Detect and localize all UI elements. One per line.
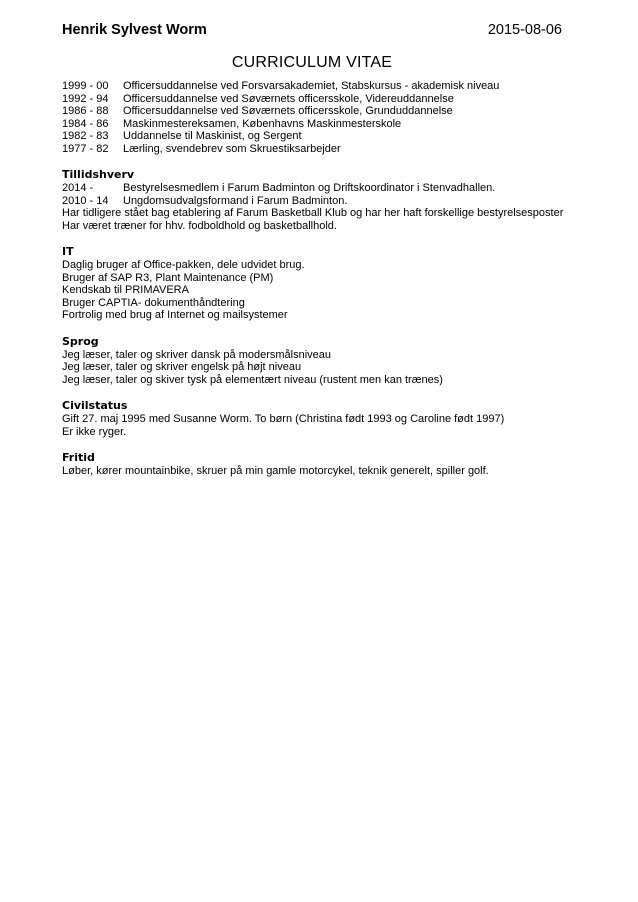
tillidshverv-line: Har tidligere stået bag etablering af Farum Basketball Klub og har her haft forskellige bestyrelsesposter bbox=[62, 207, 564, 219]
tillidshverv-row bbox=[62, 182, 562, 195]
education-row bbox=[62, 105, 562, 118]
tillidshverv-row bbox=[62, 195, 562, 208]
tillidshverv-years: 2010 - 14 bbox=[62, 194, 109, 207]
sprog-line: Jeg læser, taler og skiver tysk på elementært niveau (rustent men kan trænes) bbox=[62, 373, 443, 386]
sprog-line: Jeg læser, taler og skriver engelsk på højt niveau bbox=[62, 361, 302, 373]
education-row bbox=[62, 93, 562, 106]
education-text: Officersuddannelse ved Søværnets officersskole, Videreuddannelse bbox=[123, 92, 454, 105]
fritid-line: Løber, kører mountainbike, skruer på min gamle motorcykel, teknik generelt, spiller golf. bbox=[62, 465, 489, 477]
education-years: 1982 - 83 bbox=[62, 130, 109, 142]
tillidshverv-text: Bestyrelsesmedlem i Farum Badminton og Driftskoordinator i Stenvadhallen. bbox=[123, 182, 496, 194]
section-heading: Fritid bbox=[62, 451, 95, 464]
education-text: Uddannelse til Maskinist, og Sergent bbox=[123, 130, 302, 142]
it-line: Bruger af SAP R3, Plant Maintenance (PM) bbox=[62, 271, 274, 284]
section-heading: IT bbox=[62, 245, 74, 258]
education-years: 1977 - 82 bbox=[62, 142, 109, 155]
section-tillidshverv bbox=[62, 168, 562, 232]
education-row bbox=[62, 80, 562, 93]
section-civilstatus bbox=[62, 399, 562, 438]
section-heading: Civilstatus bbox=[62, 399, 128, 412]
section-fritid bbox=[62, 451, 562, 478]
education-row bbox=[62, 130, 562, 143]
tillidshverv-years: 2014 - bbox=[62, 182, 94, 194]
it-line: Kendskab til PRIMAVERA bbox=[62, 284, 189, 296]
person-name: Henrik Sylvest Worm bbox=[62, 22, 207, 38]
education-row bbox=[62, 118, 562, 131]
civilstatus-line: Gift 27. maj 1995 med Susanne Worm. To børn (Christina født 1993 og Caroline født 1997) bbox=[62, 413, 505, 425]
tillidshverv-line: Har været træner for hhv. fodboldhold og basketballhold. bbox=[62, 219, 337, 232]
section-it bbox=[62, 245, 562, 322]
it-line: Bruger CAPTIA- dokumenthåndtering bbox=[62, 296, 245, 309]
education-text: Lærling, svendebrev som Skruestiksarbejder bbox=[123, 142, 341, 155]
it-line: Fortrolig med brug af Internet og mailsystemer bbox=[62, 309, 288, 321]
document-title: CURRICULUM VITAE bbox=[231, 54, 393, 71]
education-years: 1984 - 86 bbox=[62, 117, 109, 130]
education-row bbox=[62, 143, 562, 156]
education-text: Maskinmestereksamen, Københavns Maskinmesterskole bbox=[123, 117, 402, 130]
education-years: 1986 - 88 bbox=[62, 105, 109, 117]
education-list bbox=[62, 80, 562, 155]
section-heading: Sprog bbox=[62, 334, 99, 348]
education-years: 1999 - 00 bbox=[62, 80, 109, 92]
education-text: Officersuddannelse ved Forsvarsakademiet, Stabskursus - akademisk niveau bbox=[123, 80, 500, 92]
civilstatus-line: Er ikke ryger. bbox=[62, 425, 127, 438]
tillidshverv-text: Ungdomsudvalgsformand i Farum Badminton. bbox=[123, 194, 348, 207]
page-header bbox=[62, 22, 562, 38]
sprog-line: Jeg læser, taler og skriver dansk på modersmålsniveau bbox=[62, 348, 332, 361]
document-date: 2015-08-06 bbox=[487, 22, 562, 38]
it-line: Daglig bruger af Office-pakken, dele udvidet brug. bbox=[62, 259, 305, 271]
education-years: 1992 - 94 bbox=[62, 92, 109, 105]
section-heading: Tillidshverv bbox=[62, 168, 135, 181]
education-text: Officersuddannelse ved Søværnets officersskole, Grunduddannelse bbox=[123, 105, 453, 117]
section-sprog bbox=[62, 335, 562, 387]
